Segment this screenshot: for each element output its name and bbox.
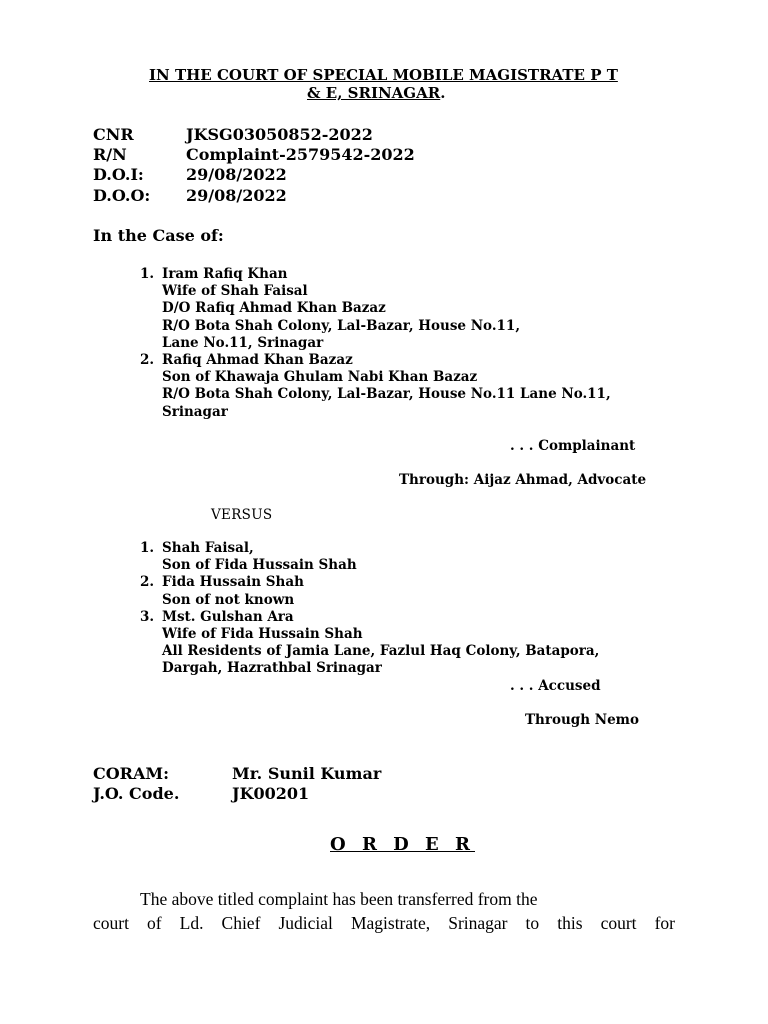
court-title-line2: [307, 84, 445, 102]
complainant-1-address-1: R/O Bota Shah Colony, Lal-Bazar, House No.11,: [162, 317, 521, 334]
versus-label: VERSUS: [211, 507, 273, 523]
accused-3-name: Mst. Gulshan Ara: [162, 608, 294, 625]
order-title: O R D E R: [330, 834, 475, 855]
rn-value: Complaint-2579542-2022: [186, 145, 415, 164]
court-title-period: .: [440, 84, 446, 102]
order-paragraph-line2: court of Ld. Chief Judicial Magistrate, Srinagar to this court for: [93, 913, 675, 933]
jo-code-value: JK00201: [232, 784, 310, 803]
complainant-1-name: Iram Rafiq Khan: [162, 266, 288, 282]
complainant-2-number: 2.: [140, 352, 155, 368]
complainant-2-name: Rafiq Ahmad Khan Bazaz: [162, 352, 353, 368]
accused-2-name: Fida Hussain Shah: [162, 574, 304, 591]
accused-counsel: Through Nemo: [525, 712, 639, 728]
complainants-list: [140, 266, 700, 426]
complainant-2-address-1: R/O Bota Shah Colony, Lal-Bazar, House No.11 Lane No.11,: [162, 386, 611, 403]
accused-1-number: 1.: [140, 540, 155, 556]
doi-label: D.O.I:: [93, 165, 144, 184]
complainant-1-address-2: Lane No.11, Srinagar: [162, 334, 324, 351]
court-title-location: & E, SRINAGAR: [307, 84, 441, 102]
accused-residence-2: Dargah, Hazrathbal Srinagar: [162, 660, 382, 677]
accused-list: [140, 540, 700, 680]
accused-role-label: . . . Accused: [510, 678, 601, 694]
doo-label: D.O.O:: [93, 186, 151, 205]
cnr-value: JKSG03050852-2022: [186, 125, 373, 144]
court-title-line1: IN THE COURT OF SPECIAL MOBILE MAGISTRATE P T: [149, 66, 618, 84]
complainant-1-parent: D/O Rafiq Ahmad Khan Bazaz: [162, 300, 386, 317]
accused-residence-1: All Residents of Jamia Lane, Fazlul Haq Colony, Batapora,: [162, 643, 600, 660]
complainant-counsel: Through: Aijaz Ahmad, Advocate: [399, 472, 647, 488]
complainant-role-label: . . . Complainant: [510, 438, 636, 454]
complainant-2-address-2: Srinagar: [162, 403, 228, 420]
coram-label: CORAM:: [93, 764, 169, 783]
doi-value: 29/08/2022: [186, 165, 287, 184]
accused-2-number: 2.: [140, 574, 155, 591]
accused-3-relation: Wife of Fida Hussain Shah: [162, 626, 363, 642]
accused-1-name: Shah Faisal,: [162, 540, 254, 556]
coram-value: Mr. Sunil Kumar: [232, 764, 382, 783]
in-case-of-heading: In the Case of:: [93, 226, 224, 245]
accused-1-relation: Son of Fida Hussain Shah: [162, 557, 357, 574]
doo-value: 29/08/2022: [186, 186, 287, 205]
jo-code-label: J.O. Code.: [93, 784, 180, 803]
complainant-1-number: 1.: [140, 266, 155, 282]
accused-2-relation: Son of not known: [162, 591, 295, 608]
cnr-label: CNR: [93, 125, 134, 144]
accused-3-number: 3.: [140, 608, 155, 625]
complainant-1-relation: Wife of Shah Faisal: [162, 283, 308, 300]
rn-label: R/N: [93, 145, 127, 164]
order-paragraph-line1: The above titled complaint has been transferred from the: [140, 889, 538, 909]
complainant-2-relation: Son of Khawaja Ghulam Nabi Khan Bazaz: [162, 369, 478, 386]
